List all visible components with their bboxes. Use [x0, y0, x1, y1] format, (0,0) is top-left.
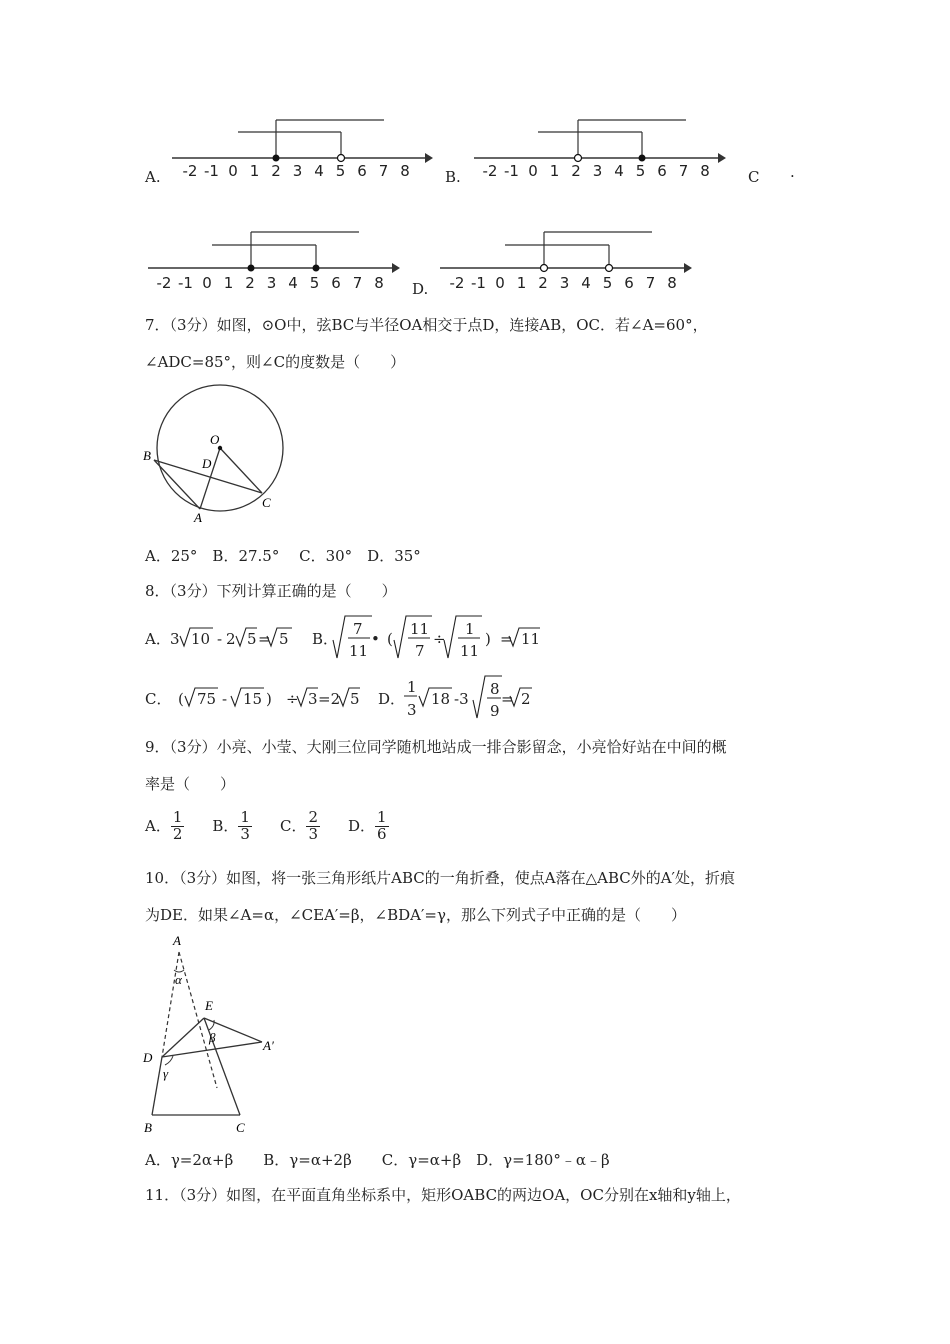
- q8-a-minus: -: [217, 630, 223, 648]
- q10-options: A．γ=2α+β B．γ=α+2β C．γ=α+β D．γ=180°﹣α﹣β: [145, 1151, 610, 1169]
- tick-label: 6: [331, 274, 341, 292]
- label-alpha: α: [175, 972, 182, 987]
- label-e: E: [205, 998, 213, 1013]
- q8-b-eq: =: [500, 630, 513, 648]
- q8-c-open-paren: (: [178, 690, 184, 708]
- tick-label: 2: [571, 162, 581, 180]
- q8-c-radicand2: 15: [243, 690, 263, 708]
- tick-label: 6: [357, 162, 367, 180]
- q6-option-a-label: A.: [145, 168, 161, 186]
- numerator: 2: [308, 808, 318, 826]
- q8-b-f3-num: 1: [465, 620, 475, 638]
- tick-label: 6: [657, 162, 667, 180]
- tick-label: 3: [559, 274, 570, 292]
- number-line-c: [148, 232, 400, 292]
- q8-stem: 8．（3分）下列计算正确的是（ ）: [145, 582, 397, 600]
- q8-b-f2-num: 11: [410, 620, 430, 638]
- tick-label: 0: [228, 162, 238, 180]
- tick-label: 1: [516, 274, 527, 292]
- q6-number-lines: [0, 0, 950, 300]
- q8-d-frac-num: 8: [490, 680, 500, 698]
- q9-option-d-fraction: [375, 810, 389, 843]
- q8-d-minus: -3: [454, 690, 469, 708]
- q8-b-close-paren: ): [485, 630, 491, 648]
- q9-option-d-label: D．: [348, 816, 376, 835]
- tick-label: 8: [374, 274, 384, 292]
- tick-label: 3: [292, 162, 303, 180]
- q8-b-dot: •: [371, 630, 380, 648]
- number-line-d: [440, 232, 692, 292]
- closed-point-5: [313, 265, 320, 272]
- open-point-2: [575, 155, 582, 162]
- tick-label: 5: [635, 162, 646, 180]
- tick-label: 1: [223, 274, 234, 292]
- q9-stem-line2: 率是（ ）: [145, 775, 236, 793]
- q7-stem-line1: 7．（3分）如图，⊙O中，弦BC与半径OA相交于点D，连接AB，OC．若∠A=60°，: [145, 316, 708, 334]
- closed-point-2: [248, 265, 255, 272]
- q8-b-f3-den: 11: [460, 642, 480, 660]
- q8-a-radicand3: 5: [279, 630, 289, 648]
- q10-triangle-figure: [135, 930, 295, 1140]
- numerator: 1: [172, 808, 183, 826]
- q8-c-eq: =2: [318, 690, 341, 708]
- tick-label: 4: [288, 274, 298, 292]
- tick-label: 7: [352, 274, 363, 292]
- tick-label: 8: [700, 162, 710, 180]
- number-line-b: [474, 120, 726, 180]
- label-a-prime: A′: [263, 1038, 274, 1053]
- tick-label: -1: [204, 162, 219, 180]
- q8-b-f1-den: 11: [349, 642, 369, 660]
- open-point-2: [541, 265, 548, 272]
- q8-b-f1-num: 7: [353, 620, 363, 638]
- q8-c-radicand3: 3: [308, 690, 318, 708]
- closed-point-5: [639, 155, 646, 162]
- tick-label: 6: [624, 274, 634, 292]
- q9-option-b-fraction: [238, 810, 252, 843]
- q8-c-close-paren: ): [266, 690, 272, 708]
- tick-label: 0: [528, 162, 538, 180]
- q6-option-d-label: D.: [412, 280, 429, 298]
- tick-label: 5: [309, 274, 320, 292]
- q8-options-math: [140, 612, 560, 722]
- tick-label: -2: [156, 274, 172, 292]
- tick-label: 8: [400, 162, 410, 180]
- q9-option-c-label: C．: [279, 816, 307, 835]
- q8-c-radicand4: 5: [350, 690, 360, 708]
- q9-stem-line1: 9．（3分）小亮、小莹、大刚三位同学随机地站成一排合影留念，小亮恰好站在中间的概: [145, 738, 727, 756]
- tick-label: 2: [245, 274, 255, 292]
- q8-d-frac-den: 9: [490, 702, 500, 720]
- q8-a-coef1: 3: [170, 630, 180, 648]
- q6-option-b-label: B.: [445, 168, 461, 186]
- q8-d-eq: =: [501, 690, 514, 708]
- q8-b-div: ÷: [433, 630, 446, 648]
- q6-option-c-dot: .: [790, 163, 795, 181]
- tick-label: 0: [202, 274, 212, 292]
- q8-b-open-paren: (: [387, 630, 393, 648]
- label-b: B: [144, 1120, 152, 1135]
- tick-label: 5: [335, 162, 346, 180]
- q7-circle-figure: [138, 378, 298, 528]
- open-point-5: [606, 265, 613, 272]
- label-c: C: [236, 1120, 245, 1135]
- label-a: A: [173, 933, 181, 948]
- tick-label: 5: [602, 274, 613, 292]
- q11-stem-line1: 11．（3分）如图，在平面直角坐标系中，矩形OABC的两边OA，OC分别在x轴和y轴上，: [145, 1186, 741, 1204]
- tick-label: 7: [378, 162, 389, 180]
- tick-label: 4: [614, 162, 624, 180]
- number-line-a: [172, 120, 433, 180]
- q8-option-b-label: B．: [312, 630, 339, 648]
- q7-stem-line2: ∠ADC=85°，则∠C的度数是（ ）: [145, 353, 406, 371]
- tick-label: 1: [249, 162, 260, 180]
- q8-b-f2-den: 7: [415, 642, 425, 660]
- q8-a-radicand1: 10: [191, 630, 211, 648]
- closed-point-2: [273, 155, 280, 162]
- q9-option-a-label: A．: [145, 816, 171, 835]
- tick-label: -2: [482, 162, 498, 180]
- tick-label: -1: [504, 162, 519, 180]
- label-d: D: [143, 1050, 153, 1065]
- tick-label: 3: [592, 162, 603, 180]
- q10-stem-line1: 10．（3分）如图，将一张三角形纸片ABC的一角折叠，使点A落在△ABC外的A′处，折痕: [145, 869, 735, 887]
- q8-d-radicand1: 18: [431, 690, 451, 708]
- q8-c-radicand1: 75: [197, 690, 217, 708]
- q8-c-minus: -: [222, 690, 228, 708]
- q6-option-c-label: C: [748, 168, 760, 186]
- tick-label: 7: [678, 162, 689, 180]
- q10-stem-line2: 为DE．如果∠A=α，∠CEA′=β，∠BDA′=γ，那么下列式子中正确的是（ ）: [145, 906, 686, 924]
- q8-a-eq: =: [258, 630, 271, 648]
- q8-option-d-label: D．: [378, 690, 406, 708]
- tick-label: 0: [495, 274, 505, 292]
- label-b: B: [143, 448, 151, 463]
- tick-label: -1: [178, 274, 193, 292]
- numerator: 1: [240, 808, 250, 826]
- numerator: 1: [377, 808, 387, 826]
- tick-label: 3: [266, 274, 277, 292]
- q9-option-b-label: B．: [212, 816, 239, 835]
- tick-label: -2: [182, 162, 198, 180]
- denominator: 2: [172, 824, 183, 843]
- tick-label: -1: [471, 274, 486, 292]
- tick-label: -2: [449, 274, 465, 292]
- label-d: D: [202, 456, 212, 471]
- q8-d-coef-den: 3: [407, 701, 417, 719]
- q9-option-c-fraction: [306, 810, 320, 843]
- tick-label: 2: [271, 162, 281, 180]
- q8-b-radicand: 11: [521, 630, 541, 648]
- tick-label: 2: [538, 274, 548, 292]
- q8-a-radicand2: 5: [247, 630, 257, 648]
- label-beta: β: [209, 1030, 216, 1045]
- tick-label: 4: [581, 274, 591, 292]
- denominator: 6: [377, 824, 387, 843]
- q9-options: [145, 810, 389, 843]
- tick-label: 1: [549, 162, 560, 180]
- q8-option-c-label: C．: [145, 690, 172, 708]
- q8-c-div: ÷: [286, 690, 299, 708]
- open-point-5: [338, 155, 345, 162]
- label-a: A: [194, 510, 202, 525]
- q8-option-a-label: A．: [145, 630, 171, 648]
- q7-options: A．25° B．27.5° C．30° D．35°: [145, 547, 421, 565]
- label-o: O: [210, 432, 220, 447]
- tick-label: 8: [667, 274, 677, 292]
- q9-option-a-fraction: [171, 810, 185, 843]
- denominator: 3: [240, 824, 250, 843]
- q8-a-coef2: 2: [226, 630, 236, 648]
- q8-d-radicand2: 2: [521, 690, 531, 708]
- q8-d-coef-num: 1: [407, 678, 417, 696]
- denominator: 3: [308, 824, 318, 843]
- label-gamma: γ: [163, 1066, 169, 1081]
- tick-label: 7: [645, 274, 656, 292]
- tick-label: 4: [314, 162, 324, 180]
- label-c: C: [262, 495, 271, 510]
